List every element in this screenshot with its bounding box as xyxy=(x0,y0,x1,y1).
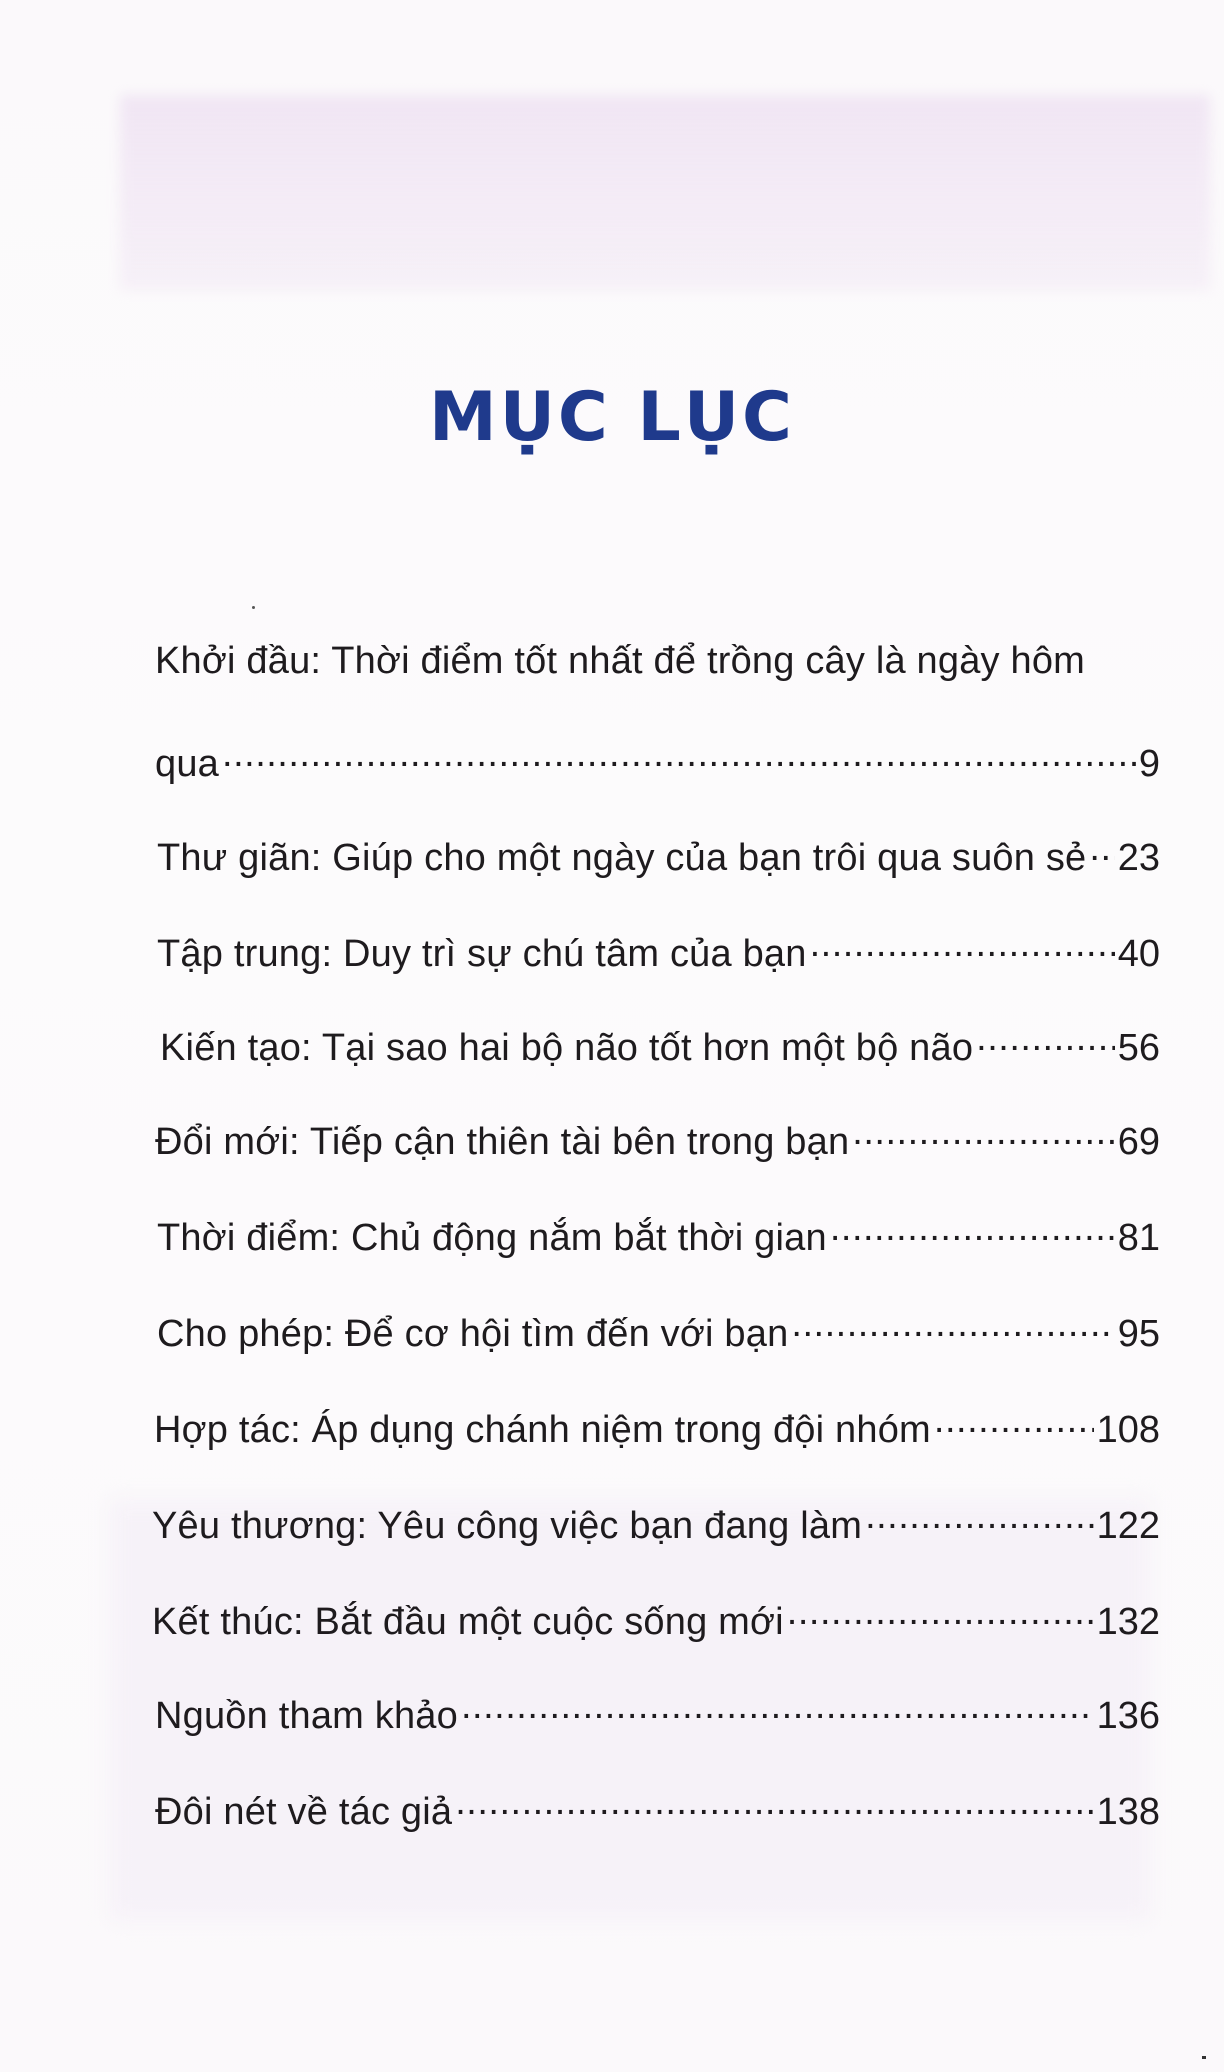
dot-leader xyxy=(865,1500,1094,1538)
toc-page-number: 9 xyxy=(1138,743,1160,785)
toc-page-number: 138 xyxy=(1096,1791,1160,1833)
toc-entry xyxy=(157,832,1160,880)
dot-leader xyxy=(830,1212,1115,1250)
page-title: MỤC LỤC xyxy=(429,378,795,457)
dot-leader xyxy=(1089,832,1114,870)
toc-entry xyxy=(152,1500,1160,1548)
toc-entry-label: Kết thúc: Bắt đầu một cuộc sống mới xyxy=(152,1601,784,1643)
toc-entry xyxy=(152,1596,1160,1644)
toc-page-number: 69 xyxy=(1117,1121,1160,1163)
toc-entry xyxy=(154,1404,1160,1452)
toc-entry-label: Nguồn tham khảo xyxy=(155,1695,458,1737)
toc-entry-intro-line1 xyxy=(155,640,1165,683)
toc-entry xyxy=(155,1690,1160,1738)
toc-page-number: 122 xyxy=(1096,1505,1160,1547)
toc-page-number: 56 xyxy=(1117,1027,1160,1069)
toc-entry xyxy=(155,1116,1160,1164)
toc-entry xyxy=(157,928,1160,976)
toc-page-number: 136 xyxy=(1096,1695,1160,1737)
toc-entry-label: Cho phép: Để cơ hội tìm đến với bạn xyxy=(157,1313,789,1355)
dot-leader xyxy=(461,1690,1094,1728)
toc-entry-label: Kiến tạo: Tại sao hai bộ não tốt hơn một bộ não xyxy=(160,1027,974,1069)
toc-entry xyxy=(157,1212,1160,1260)
toc-entry-intro-line2 xyxy=(155,738,1160,786)
toc-page-number: 40 xyxy=(1117,933,1160,975)
toc-entry-label: Khởi đầu: Thời điểm tốt nhất để trồng cây là ngày hôm xyxy=(155,640,1086,682)
dot-leader xyxy=(852,1116,1114,1154)
dot-leader xyxy=(222,738,1136,776)
toc-page-number: 95 xyxy=(1117,1313,1160,1355)
toc-page-number: 108 xyxy=(1096,1409,1160,1451)
toc-entry-label: Yêu thương: Yêu công việc bạn đang làm xyxy=(152,1505,863,1547)
toc-page-number: 81 xyxy=(1117,1217,1160,1259)
dot-leader xyxy=(787,1596,1094,1634)
toc-entry-label: qua xyxy=(155,743,220,785)
toc-entry xyxy=(160,1022,1160,1070)
corner-mark xyxy=(1202,2056,1206,2059)
dot-leader xyxy=(455,1786,1093,1824)
toc-entry-label: Đổi mới: Tiếp cận thiên tài bên trong bạn xyxy=(155,1121,850,1163)
dot-leader xyxy=(934,1404,1094,1442)
dot-leader xyxy=(791,1308,1114,1346)
toc-entry xyxy=(157,1308,1160,1356)
toc-entry-label: Đôi nét về tác giả xyxy=(155,1791,453,1833)
toc-entry-label: Hợp tác: Áp dụng chánh niệm trong đội nhóm xyxy=(154,1409,931,1451)
toc-entry-label: Thư giãn: Giúp cho một ngày của bạn trôi qua suôn sẻ xyxy=(157,837,1087,879)
toc-entry-label: Tập trung: Duy trì sự chú tâm của bạn xyxy=(157,933,807,975)
dot-leader xyxy=(976,1022,1115,1060)
toc-entry-label: Thời điểm: Chủ động nắm bắt thời gian xyxy=(157,1217,827,1259)
toc-entry xyxy=(155,1786,1160,1834)
dot-leader xyxy=(810,928,1115,966)
toc-page-number: 132 xyxy=(1096,1601,1160,1643)
toc-page-number: 23 xyxy=(1117,837,1160,879)
